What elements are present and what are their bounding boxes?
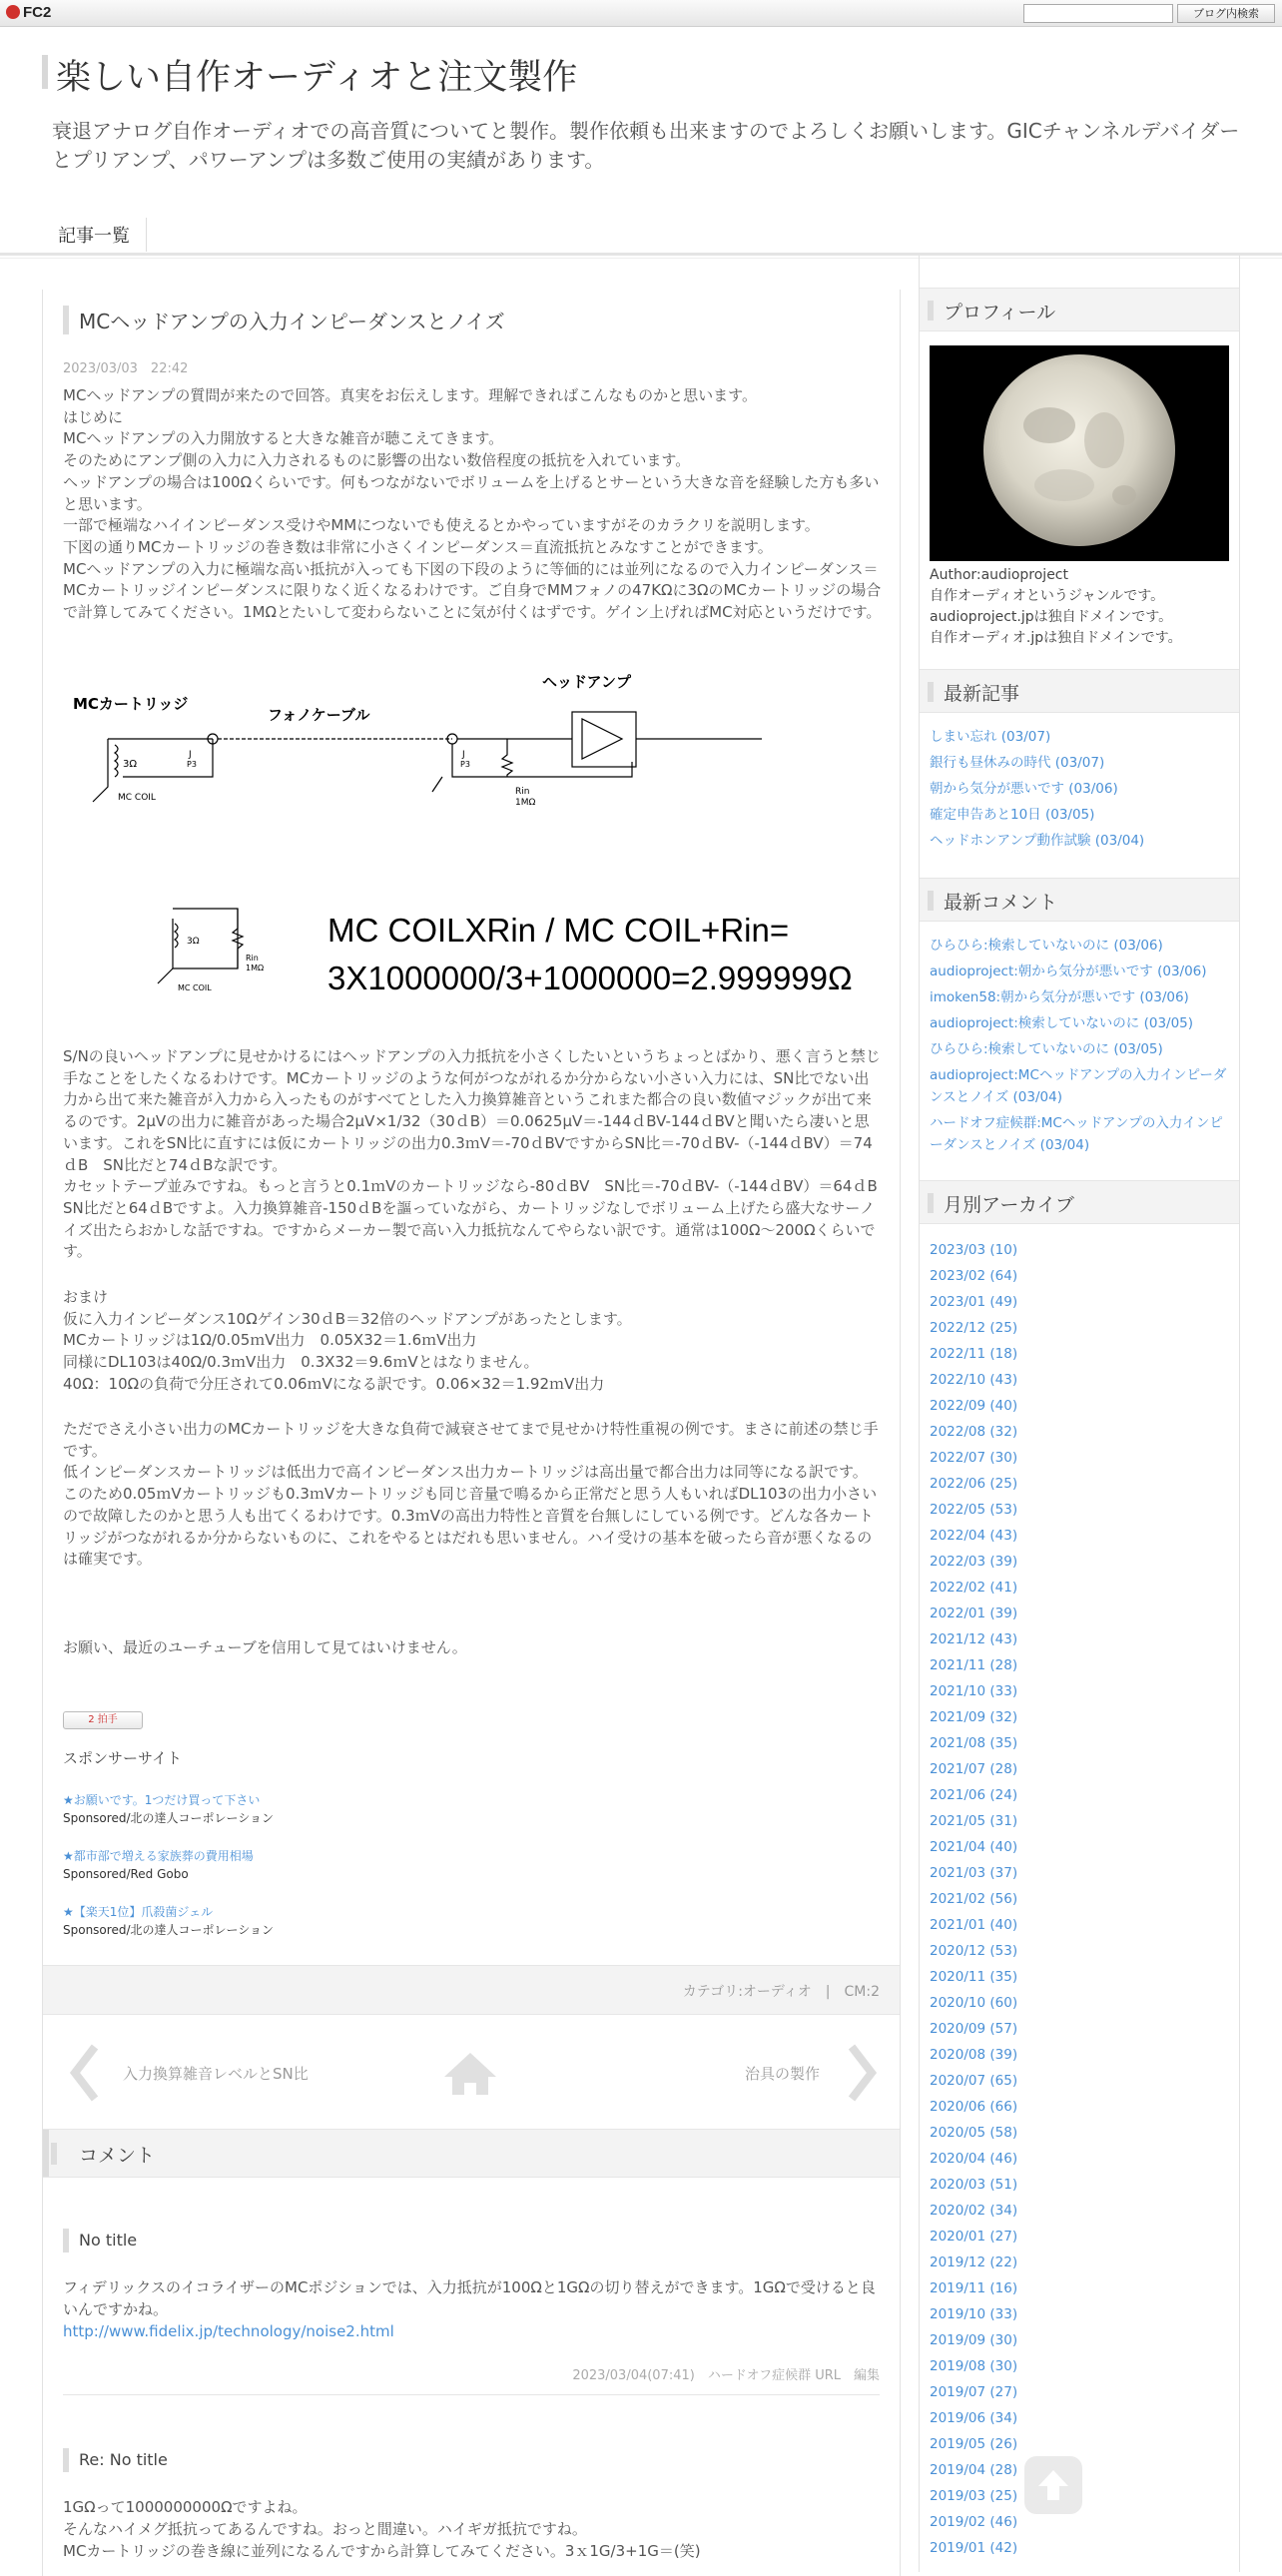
archive-month-link[interactable]: 2021/03 (37) — [930, 1865, 1018, 1881]
equiv-label-rin: Rin — [246, 954, 259, 963]
sponsor-link[interactable]: ★【楽天1位】爪殺菌ジェル — [63, 1905, 214, 1919]
archive-month-link[interactable]: 2019/12 (22) — [930, 2254, 1018, 2270]
archive-month-link[interactable]: 2020/09 (57) — [930, 2021, 1018, 2037]
title-accent-bar — [42, 55, 48, 89]
comment-body — [63, 2276, 884, 2342]
recent-comments-header — [920, 878, 1239, 922]
schematic-lines — [93, 712, 762, 802]
archive-month-link[interactable]: 2019/06 (34) — [930, 2410, 1018, 2426]
blog-search-button[interactable]: ブログ内検索 — [1177, 4, 1275, 23]
archive-month-link[interactable]: 2021/05 (31) — [930, 1813, 1018, 1829]
archive-month-link[interactable]: 2022/09 (40) — [930, 1398, 1018, 1414]
body-line: 仮に入力インピーダンス10Ωゲイン30ｄB＝32倍のヘッドアンプがあったとします。 — [63, 1309, 632, 1328]
recent-posts-heading: 最新記事 — [944, 683, 1020, 705]
equiv-ground — [158, 968, 173, 983]
label-head-amp: ヘッドアンプ — [542, 673, 631, 691]
archive-month-link[interactable]: 2023/01 (49) — [930, 1294, 1018, 1310]
intro-line: MCヘッドアンプの質問が来たので回答。真実をお伝えします。理解できればこんなものかと思います。 — [63, 386, 757, 404]
post-title[interactable]: MCヘッドアンプの入力インピーダンスとノイズ — [63, 306, 505, 334]
profile-line: 自作オーディオ.jpは独自ドメインです。 — [930, 630, 1182, 646]
comments-heading: コメント — [79, 2145, 156, 2167]
recent-comment-link[interactable]: imoken58:朝から気分が悪いです (03/06) — [930, 989, 1189, 1005]
post-body-conclusion — [63, 1419, 884, 1571]
archive-month-link[interactable]: 2022/03 (39) — [930, 1554, 1018, 1570]
archive-month-link[interactable]: 2022/07 (30) — [930, 1450, 1018, 1466]
archive-month-link[interactable]: 2019/11 (16) — [930, 2280, 1018, 2296]
recent-comment-link[interactable]: audioproject:検索していないのに (03/05) — [930, 1015, 1194, 1031]
circuit-diagram — [63, 667, 822, 827]
amp-triangle — [582, 719, 622, 759]
archive-month-link[interactable]: 2022/06 (25) — [930, 1476, 1018, 1492]
archive-header — [920, 1180, 1239, 1224]
next-post-link[interactable]: 治具の製作 — [744, 2065, 820, 2083]
intro-line: 下図の通りMCカートリッジの巻き数は非常に小さくインピーダンス＝直流抵抗とみなすことができます。 — [63, 537, 773, 556]
recent-comments-heading: 最新コメント — [944, 892, 1058, 914]
recent-post-link[interactable]: 銀行も昼休みの時代 (03/07) — [930, 755, 1105, 771]
comment-line: 1GΩって1000000000Ωですよね。 — [63, 2498, 308, 2516]
body-paragraph: 低インピーダンスカートリッジは低出力で高インピーダンス出力カートリッジは高出量で都合出力は同等になる訳です。 — [63, 1463, 868, 1482]
chevron-left-icon[interactable] — [69, 2043, 99, 2103]
archive-heading: 月別アーカイブ — [944, 1194, 1074, 1216]
profile-author: Author:audioproject — [930, 567, 1068, 583]
recent-comment-link[interactable]: ひらひら:検索していないのに (03/05) — [930, 1041, 1163, 1057]
label-mc-coil: MC COIL — [118, 793, 156, 803]
equiv-label-coil: MC COIL — [178, 983, 212, 992]
sponsor-item[interactable] — [63, 1791, 274, 1827]
equivalent-circuit-formula — [63, 899, 892, 998]
post-pager — [43, 2015, 900, 2130]
blog-search-input[interactable] — [1023, 4, 1173, 23]
archive-list — [930, 1237, 1233, 2561]
archive-month-link[interactable]: 2022/11 (18) — [930, 1346, 1018, 1362]
recent-post-link[interactable]: ヘッドホンアンプ動作試験 (03/04) — [930, 833, 1145, 849]
like-button[interactable]: 2 拍手 — [63, 1711, 143, 1729]
archive-month-link[interactable]: 2019/07 (27) — [930, 2384, 1018, 2400]
body-line: 同様にDL103は40Ω/0.3ｍV出力 0.3X32＝9.6ｍVとはなりません。 — [63, 1353, 539, 1372]
archive-month-link[interactable]: 2019/04 (28) — [930, 2462, 1018, 2478]
sponsor-link[interactable]: ★お願いです。1つだけ買って下さい — [63, 1793, 261, 1807]
archive-month-link[interactable]: 2021/02 (56) — [930, 1891, 1018, 1907]
fc2-toolbar — [0, 0, 1282, 27]
archive-month-link[interactable]: 2019/10 (33) — [930, 2306, 1018, 2322]
archive-month-link[interactable]: 2021/08 (35) — [930, 1735, 1018, 1751]
comments-header — [43, 2130, 900, 2178]
archive-month-link[interactable]: 2020/06 (66) — [930, 2099, 1018, 2115]
comment-divider — [63, 2394, 880, 2395]
sponsor-by: Sponsored/北の達人コーポレーション — [63, 1923, 275, 1937]
label-phono-cable: フォノケーブル — [268, 706, 370, 724]
recent-posts-list — [930, 724, 1233, 854]
recent-post-link[interactable]: 確定申告あと10日 (03/05) — [930, 807, 1095, 823]
profile-line: audioproject.jpは独自ドメインです。 — [930, 609, 1173, 625]
comment-text: フィデリックスのイコライザーのMCポジションでは、入力抵抗が100Ωと1GΩの切り替えができます。1GΩで受けると良いんですかね。 — [63, 2278, 876, 2318]
comment-reply-body — [63, 2496, 884, 2562]
intro-line: 一部で極端なハイインピーダンス受けやMMにつないでも使えるとかやっていますがそのカラクリを説明します。 — [63, 516, 820, 535]
profile-image-moon — [930, 345, 1229, 561]
fc2-logo-icon — [6, 5, 20, 19]
archive-month-link[interactable]: 2020/04 (46) — [930, 2151, 1018, 2167]
archive-month-link[interactable]: 2021/04 (40) — [930, 1839, 1018, 1855]
archive-month-link[interactable]: 2020/12 (53) — [930, 1943, 1018, 1959]
archive-month-link[interactable]: 2020/03 (51) — [930, 2177, 1018, 2193]
archive-month-link[interactable]: 2022/10 (43) — [930, 1372, 1018, 1388]
archive-month-link[interactable]: 2019/03 (25) — [930, 2488, 1018, 2504]
comment-reply-title: Re: No title — [63, 2448, 168, 2472]
sponsor-label: スポンサーサイト — [63, 1749, 182, 1767]
post-body-bonus — [63, 1287, 884, 1396]
recent-comments-list — [930, 935, 1233, 1160]
archive-month-link[interactable]: 2019/05 (26) — [930, 2436, 1018, 2452]
body-paragraph: S/Nの良いヘッドアンプに見せかけるにはヘッドアンプの入力抵抗を小さくしたいというちょっとばかり、悪く言うと禁じ手なことをしたくなるわけです。MCカートリッジのような何がつながれるか分からない小さい入力には、SN比でない出力から出て来た雑音が入力から入ったものがすべてとした入力換算雑音というこれまた都合の良い数値マジックが出て来るのです。2μVの出力に雑音があった場合2μV×1/32（30ｄB）＝0.0625μV＝-144ｄBV-144ｄBVと聞いたら凄いと思います。これをSN比に直すには仮にカートリッジの出力0.3ｍV＝-70ｄBVですからSN比＝-70ｄBV-（-144ｄBV）＝74ｄB SN比だと74ｄBな訳です。 — [63, 1047, 881, 1174]
profile-heading: プロフィール — [944, 302, 1056, 323]
comments-header-accent — [51, 2143, 57, 2165]
equiv-label-3ohm: 3Ω — [187, 937, 200, 947]
comment-line: MCカートリッジの巻き線に並列になるんですから計算してみてください。3ｘ1G/3+1G＝(笑) — [63, 2542, 701, 2560]
arrow-up-icon — [1024, 2456, 1082, 2514]
recent-post-link[interactable]: 朝から気分が悪いです (03/06) — [930, 781, 1118, 797]
archive-month-link[interactable]: 2021/07 (28) — [930, 1761, 1018, 1777]
archive-month-link[interactable]: 2021/09 (32) — [930, 1709, 1018, 1725]
moon-photo — [930, 345, 1229, 561]
back-to-top-button[interactable] — [1024, 2456, 1082, 2514]
recent-posts-header — [920, 669, 1239, 713]
sponsor-link[interactable]: ★都市部で増える家族葬の費用相場 — [63, 1849, 254, 1863]
comment-meta[interactable]: 2023/03/04(07:41) ハードオフ症候群 URL 編集 — [572, 2368, 880, 2383]
formula-line-2: 3X1000000/3+1000000=2.999999Ω — [327, 960, 853, 996]
archive-month-link[interactable]: 2019/01 (42) — [930, 2540, 1018, 2556]
prev-post-link[interactable]: 入力換算雑音レベルとSN比 — [123, 2065, 309, 2083]
recent-comment-link[interactable]: audioproject:MCヘッドアンプの入力インピーダンスとノイズ (03/04) — [930, 1067, 1227, 1105]
intro-line: ヘッドアンプの場合は100Ωくらいです。何もつながないでボリュームを上げるとサーという大きな音を経験した方も多いと思います。 — [63, 472, 880, 513]
sponsor-by: Sponsored/Red Gobo — [63, 1867, 189, 1881]
archive-month-link[interactable]: 2022/01 (39) — [930, 1606, 1018, 1621]
label-mc-cartridge: MCカートリッジ — [73, 695, 189, 713]
recent-comment-link[interactable]: ひらひら:検索していないのに (03/06) — [930, 938, 1163, 954]
archive-month-link[interactable]: 2021/11 (28) — [930, 1657, 1018, 1673]
intro-line: MCヘッドアンプの入力開放すると大きな雑音が聴こえてきます。 — [63, 429, 504, 448]
coil-symbol — [115, 745, 118, 777]
archive-month-link[interactable]: 2022/08 (32) — [930, 1424, 1018, 1440]
archive-month-link[interactable]: 2020/01 (27) — [930, 2229, 1018, 2245]
label-3ohm: 3Ω — [123, 759, 138, 770]
formula-line-1: MC COILXRin / MC COIL+Rin= — [327, 912, 790, 949]
post-meta-bar — [43, 1965, 900, 2015]
archive-month-link[interactable]: 2021/06 (24) — [930, 1787, 1018, 1803]
label-p3-2: P3 — [460, 760, 470, 769]
rin-resistor — [502, 739, 512, 777]
post-date: 2023/03/03 22:42 — [63, 361, 189, 376]
equiv-label-1mohm: 1MΩ — [246, 964, 265, 972]
comment-url-link[interactable]: http://www.fidelix.jp/technology/noise2.html — [63, 2322, 394, 2340]
site-description: 衰退アナログ自作オーディオでの高音質についてと製作。製作依頼も出来ますのでよろしくお願いします。GICチャンネルデバイダーとプリアンプ、パワーアンプは多数ご使用の実績があります。 — [52, 119, 1240, 172]
archive-month-link[interactable]: 2021/10 (33) — [930, 1683, 1018, 1699]
archive-month-link[interactable]: 2019/09 (30) — [930, 2332, 1018, 2348]
archive-month-link[interactable]: 2023/03 (10) — [930, 1242, 1018, 1258]
body-paragraph: カセットテープ並みですね。もっと言うと0.1ｍVのカートリッジなら-80ｄBV SN比＝-70ｄBV-（-144ｄBV）＝64ｄB SN比だと64ｄBですよ。入力換算雑音-150ｄBを謳っていながら、カートリッジなしでボリューム上げたら盛大なサーノイズ出たらおかしな話ですね。ですからメーカー製で高い入力抵抗なんてやらない訳です。通常は100Ω～200Ωくらいです。 — [63, 1177, 893, 1261]
recent-comment-link[interactable]: audioproject:朝から気分が悪いです (03/06) — [930, 964, 1207, 979]
archive-month-link[interactable]: 2021/01 (40) — [930, 1917, 1018, 1933]
archive-month-link[interactable]: 2019/08 (30) — [930, 2358, 1018, 2374]
sponsor-item[interactable] — [63, 1903, 274, 1939]
label-1mohm: 1MΩ — [515, 798, 536, 808]
chevron-right-icon[interactable] — [848, 2043, 878, 2103]
home-icon[interactable] — [442, 2051, 498, 2097]
wire-return — [123, 739, 213, 777]
main-column — [42, 290, 901, 2576]
fc2-logo[interactable] — [6, 4, 51, 21]
post-category[interactable]: カテゴリ:オーディオ | CM:2 — [682, 1984, 880, 2000]
recent-post-link[interactable]: しまい忘れ (03/07) — [930, 729, 1051, 745]
sponsor-by: Sponsored/北の達人コーポレーション — [63, 1811, 275, 1825]
intro-line: MCヘッドアンプの入力に極端な高い抵抗が入っても下図の下段のように等価的には並列になるので入力インピーダンス＝MCカートリッジインピーダンスに限りなく近くなるわけです。ご自身でMMフォノの47KΩに3ΩのMCカートリッジの場合で計算してみてください。1MΩとたいして変わらないことに気が付くはずです。ゲイン上げればMC対応というだけです。 — [63, 559, 882, 622]
archive-month-link[interactable]: 2021/12 (43) — [930, 1631, 1018, 1647]
body-line: 40Ω：10Ωの負荷で分圧されて0.06ｍVになる訳です。0.06×32＝1.92ｍV出力 — [63, 1374, 605, 1393]
equiv-wire — [173, 909, 238, 968]
archive-month-link[interactable]: 2020/07 (65) — [930, 2073, 1018, 2089]
label-j2: J — [462, 750, 465, 760]
label-p3: P3 — [187, 760, 197, 769]
archive-month-link[interactable]: 2023/02 (64) — [930, 1268, 1018, 1284]
equiv-coil — [175, 924, 178, 948]
body-paragraph: このため0.05ｍVカートリッジも0.3ｍVカートリッジも同じ音量で鳴るから正常だと思う人もいればDL103の出力小さいので故障したのかと思う人も出てくるわけです。0.3ｍVの高出力特性と音質を台無しにしている例です。どんな各カートリッジがつながれるか分からないものに、これをやるとはだれも思いません。ハイ受けの基本を破ったら音が悪くなるのは確実です。 — [63, 1485, 878, 1569]
site-title[interactable]: 楽しい自作オーディオと注文製作 — [56, 58, 578, 98]
archive-month-link[interactable]: 2020/10 (60) — [930, 1995, 1018, 2011]
ground-wire — [93, 739, 108, 802]
archive-month-link[interactable]: 2020/08 (39) — [930, 2047, 1018, 2063]
archive-month-link[interactable]: 2022/04 (43) — [930, 1528, 1018, 1544]
body-line: MCカートリッジは1Ω/0.05ｍV出力 0.05X32＝1.6ｍV出力 — [63, 1331, 477, 1350]
archive-month-link[interactable]: 2020/02 (34) — [930, 2203, 1018, 2219]
comment-title: No title — [63, 2229, 137, 2253]
nav-article-list[interactable]: 記事一覧 — [42, 218, 147, 252]
profile-text — [930, 565, 1233, 649]
equivalent-schematic — [158, 909, 243, 983]
archive-month-link[interactable]: 2022/02 (41) — [930, 1580, 1018, 1596]
label-j: J — [189, 750, 192, 760]
profile-header — [920, 288, 1239, 331]
comment-line: そんなハイメグ抵抗ってあるんですね。おっと間違い。ハイギガ抵抗ですね。 — [63, 2520, 587, 2538]
label-rin: Rin — [515, 787, 530, 797]
archive-month-link[interactable]: 2022/05 (53) — [930, 1502, 1018, 1518]
archive-month-link[interactable]: 2022/12 (25) — [930, 1320, 1018, 1336]
wire-ground-amp — [452, 744, 632, 777]
post-intro — [63, 385, 884, 624]
sidebar — [919, 256, 1240, 2572]
ground-amp — [432, 777, 442, 792]
profile-line: 自作オーディオというジャンルです。 — [930, 588, 1165, 604]
equiv-rin — [233, 909, 243, 968]
intro-line: はじめに — [63, 407, 124, 426]
archive-month-link[interactable]: 2020/11 (35) — [930, 1969, 1018, 1985]
archive-month-link[interactable]: 2020/05 (58) — [930, 2125, 1018, 2141]
post-body-note: お願い、最近のユーチューブを信用して見てはいけません。 — [63, 1638, 467, 1656]
post-body-sn — [63, 1046, 893, 1263]
fc2-logo-text: FC2 — [23, 4, 52, 21]
body-line: おまけ — [63, 1288, 109, 1306]
recent-comment-link[interactable]: ハードオフ症候群:MCヘッドアンプの入力インピーダンスとノイズ (03/04) — [930, 1115, 1223, 1153]
sponsor-item[interactable] — [63, 1847, 254, 1883]
archive-month-link[interactable]: 2019/02 (46) — [930, 2514, 1018, 2530]
body-paragraph: ただでさえ小さい出力のMCカートリッジを大きな負荷で減衰させてまで見せかけ特性重視の例です。まさに前述の禁じ手です。 — [63, 1420, 879, 1460]
intro-line: そのためにアンプ側の入力に入力されるものに影響の出ない数倍程度の抵抗を入れています。 — [63, 451, 691, 470]
